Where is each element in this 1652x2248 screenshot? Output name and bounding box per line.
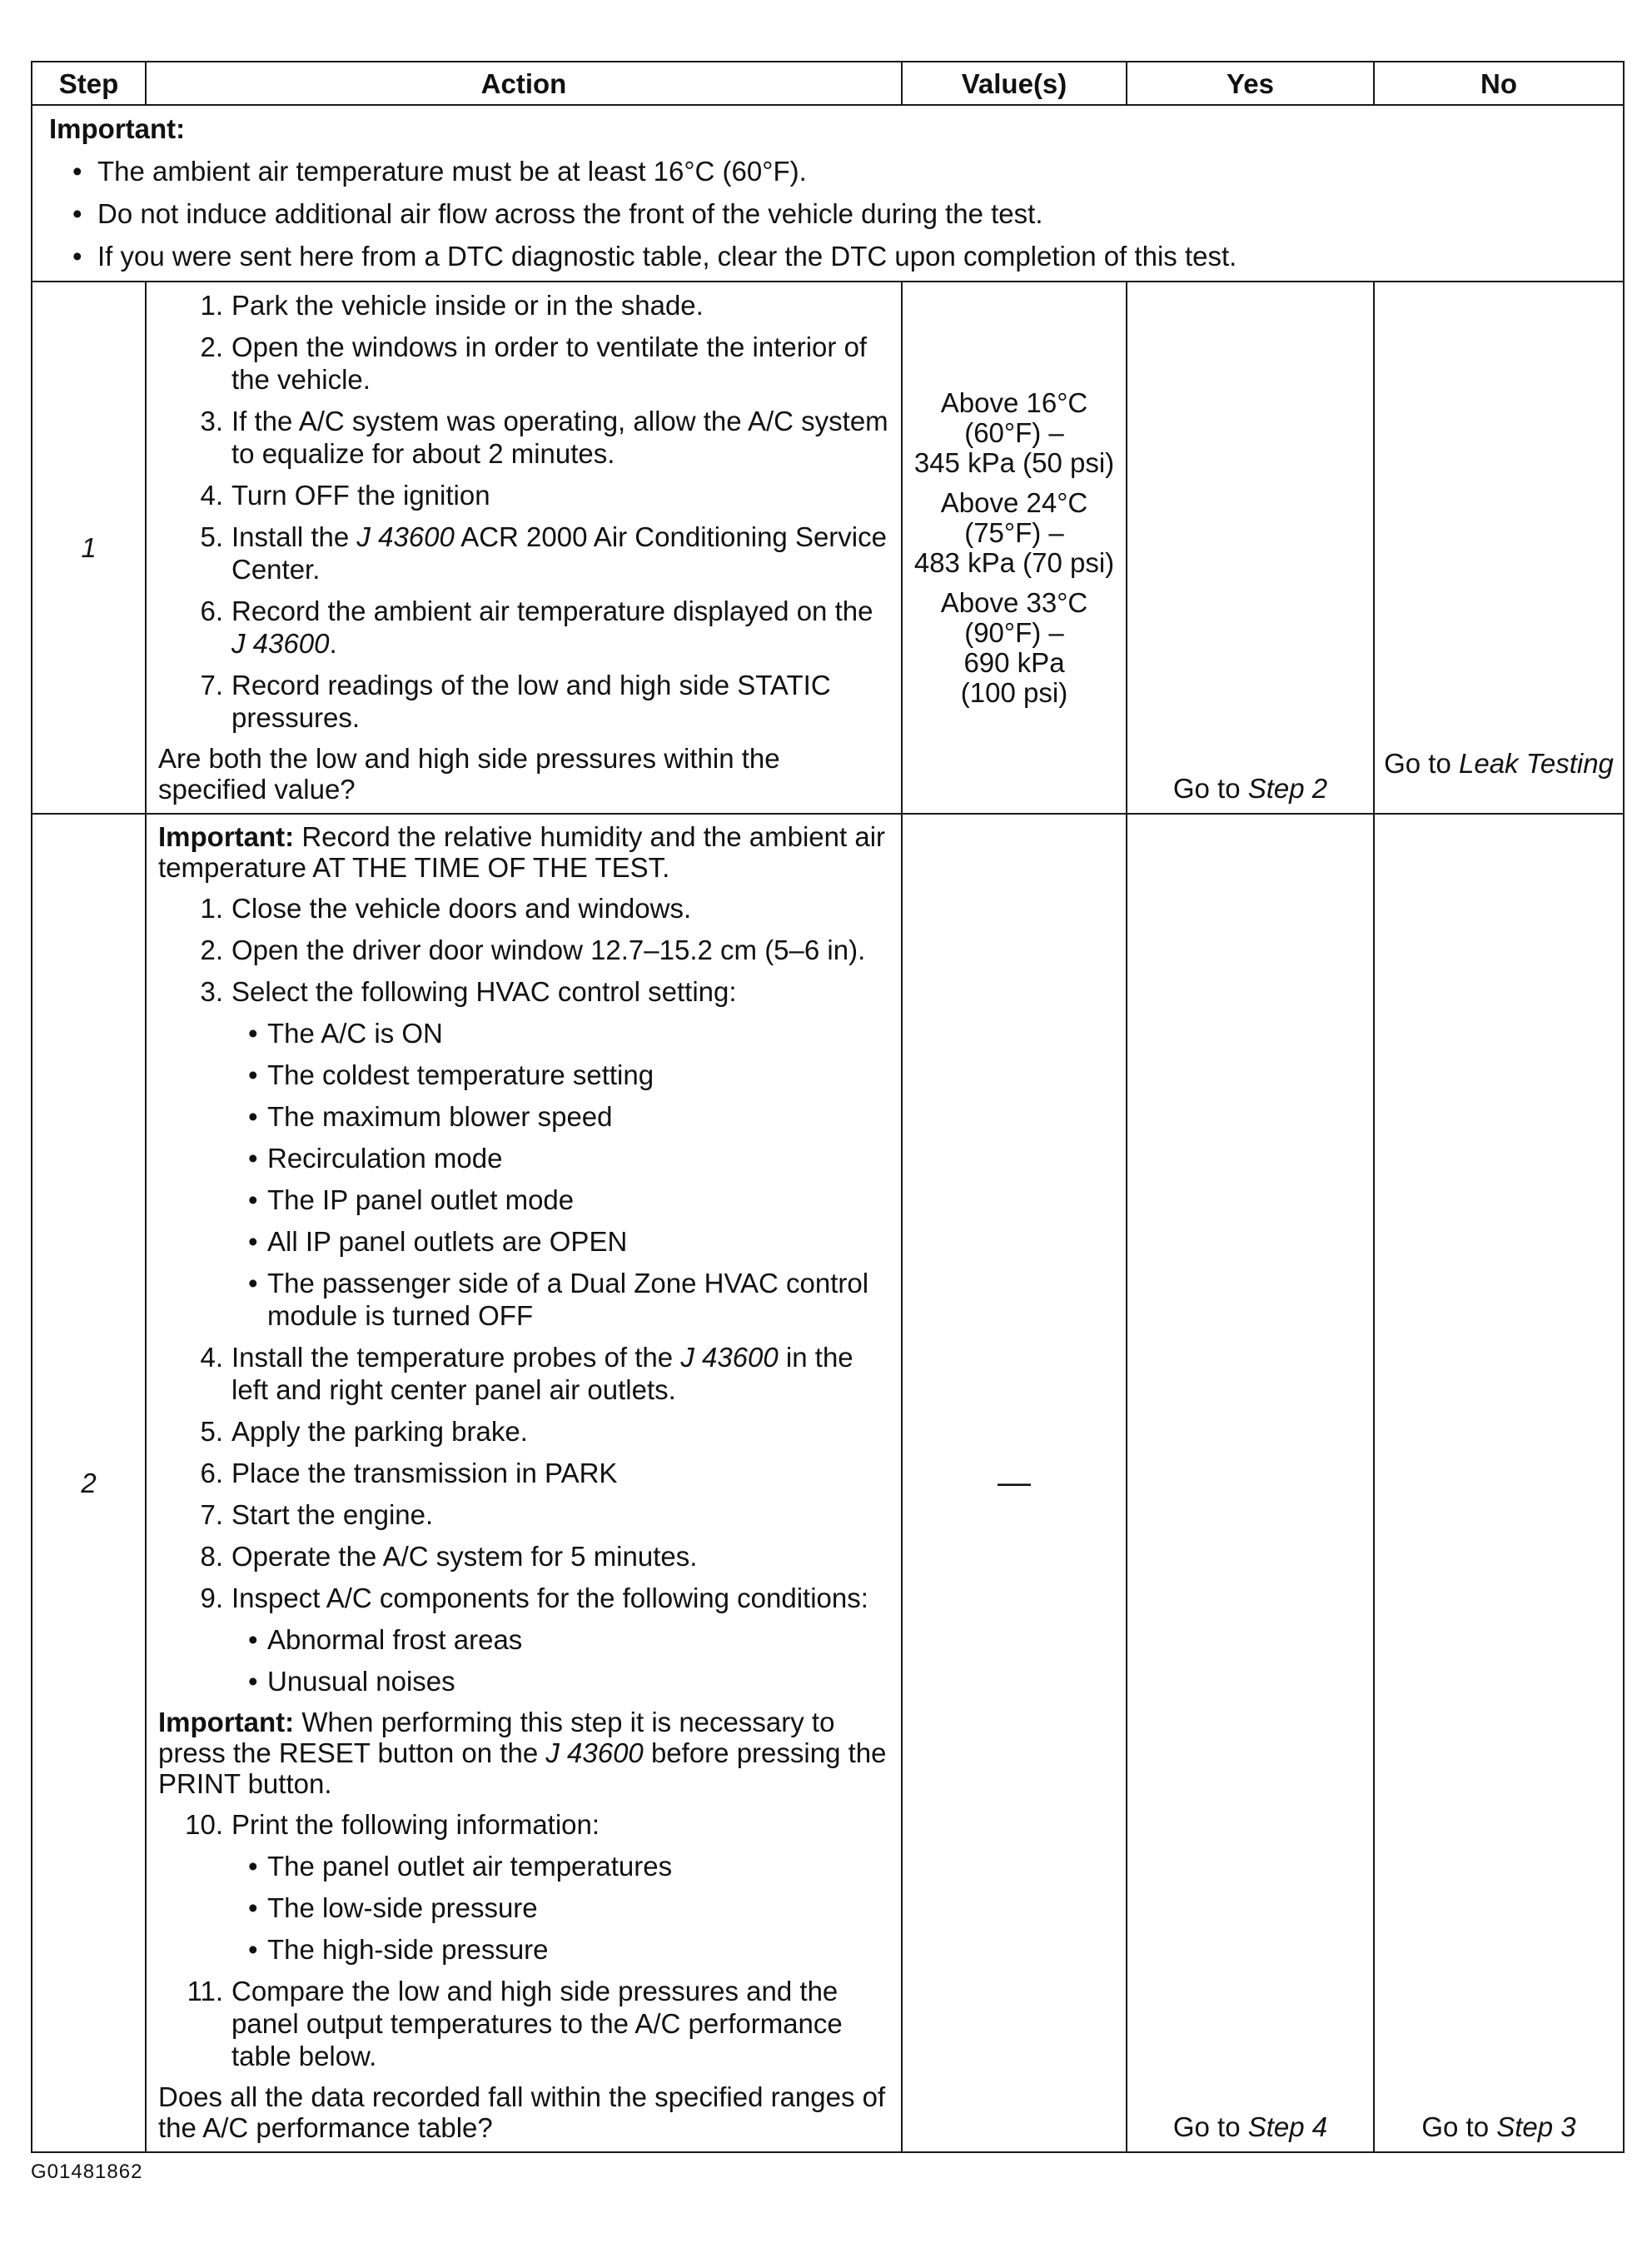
important-title: Important:	[49, 113, 186, 144]
sub-bullet: • The A/C is ON	[158, 1017, 889, 1049]
step-row-2	[32, 814, 1624, 2152]
sub-bullet: • All IP panel outlets are OPEN	[158, 1225, 889, 1258]
action-item: 3. If the A/C system was operating, allow the A/C system to equalize for about 2 minutes.	[200, 406, 888, 469]
step-question: Are both the low and high side pressures within the specified value?	[158, 743, 780, 805]
header-step: Step	[32, 62, 146, 105]
step-important: Important: Record the relative humidity and the ambient air temperature AT THE TIME OF THE TEST.	[158, 821, 886, 883]
action-item: 5. Apply the parking brake.	[200, 1416, 528, 1447]
sub-bullet: • The passenger side of a Dual Zone HVAC control module is turned OFF	[158, 1267, 889, 1332]
tool-ref: J 43600	[231, 628, 330, 659]
important-row	[32, 105, 1624, 282]
action-item: 10. Print the following information:	[185, 1809, 600, 1840]
tool-ref: J 43600	[356, 521, 455, 552]
step-row-1	[32, 282, 1624, 814]
sub-bullet: • Unusual noises	[158, 1665, 889, 1697]
important-bullet: • Do not induce additional air flow across the front of the vehicle during the test.	[49, 197, 1606, 230]
important-block	[32, 105, 1624, 282]
sub-bullet: • The coldest temperature setting	[158, 1059, 889, 1091]
action-item: 11. Compare the low and high side pressures and the panel output temperatures to the A/C performance table below.	[187, 1976, 843, 2071]
sub-bullet: • The maximum blower speed	[158, 1100, 889, 1133]
action-item: 7. Start the engine.	[200, 1499, 434, 1530]
important-bullet: • If you were sent here from a DTC diagnostic table, clear the DTC upon completion of this test.	[49, 240, 1606, 272]
action-item: 4. Turn OFF the ignition	[200, 480, 490, 511]
action-item: 3. Select the following HVAC control setting:	[200, 976, 737, 1007]
action-item: 6. Record the ambient air temperature displayed on the J 43600.	[200, 596, 873, 659]
diagnostic-table	[31, 61, 1625, 2153]
figure-code: G01481862	[31, 2161, 143, 2183]
action-item: 2. Open the windows in order to ventilate the interior of the vehicle.	[200, 331, 868, 395]
sub-bullet: • Recirculation mode	[158, 1142, 889, 1174]
step-yes: Go to Step 4	[1127, 814, 1374, 2152]
action-item: 1. Close the vehicle doors and windows.	[200, 893, 692, 924]
important-bullet: • The ambient air temperature must be at least 16°C (60°F).	[49, 155, 1606, 187]
action-item: 4. Install the temperature probes of the J 43600 in the left and right center panel air outlets.	[200, 1342, 853, 1405]
action-item: 7. Record readings of the low and high side STATIC pressures.	[200, 670, 831, 733]
action-item: 6. Place the transmission in PARK	[200, 1458, 618, 1488]
tool-ref: J 43600	[680, 1342, 779, 1373]
step-action	[146, 814, 902, 2152]
step-no: Go to Step 3	[1374, 814, 1624, 2152]
sub-bullet: • The panel outlet air temperatures	[158, 1850, 889, 1882]
header-values: Value(s)	[902, 62, 1127, 105]
step-values: —	[902, 814, 1127, 2152]
action-item: 9. Inspect A/C components for the following conditions:	[200, 1583, 868, 1613]
sub-bullet: • The low-side pressure	[158, 1892, 889, 1924]
action-item: 2. Open the driver door window 12.7–15.2 cm (5–6 in).	[200, 935, 866, 965]
step-question: Does all the data recorded fall within the specified ranges of the A/C performance table?	[158, 2081, 886, 2143]
step-action	[146, 282, 902, 814]
header-no: No	[1374, 62, 1624, 105]
action-item: 5. Install the J 43600 ACR 2000 Air Conditioning Service Center.	[200, 521, 887, 585]
step-no: Go to Leak Testing	[1374, 282, 1624, 814]
header-action: Action	[146, 62, 902, 105]
tool-ref: J 43600	[545, 1737, 644, 1768]
step-values: Above 16°C (60°F) – 345 kPa (50 psi) Above 24°C (75°F) – 483 kPa (70 psi) Above 33°C (90°F) – 690 kPa (100 psi)	[902, 282, 1127, 814]
header-yes: Yes	[1127, 62, 1374, 105]
step-number: 2	[32, 814, 146, 2152]
sub-bullet: • The IP panel outlet mode	[158, 1184, 889, 1216]
header-row	[32, 62, 1624, 105]
action-item: 8. Operate the A/C system for 5 minutes.	[200, 1541, 698, 1572]
step-yes: Go to Step 2	[1127, 282, 1374, 814]
sub-bullet: • The high-side pressure	[158, 1933, 889, 1966]
step-important: Important: When performing this step it is necessary to press the RESET button on the J 43600 before pressing the PRINT button.	[158, 1707, 887, 1799]
action-item: 1. Park the vehicle inside or in the shade.	[200, 290, 704, 321]
step-number: 1	[32, 282, 146, 814]
sub-bullet: • Abnormal frost areas	[158, 1623, 889, 1656]
